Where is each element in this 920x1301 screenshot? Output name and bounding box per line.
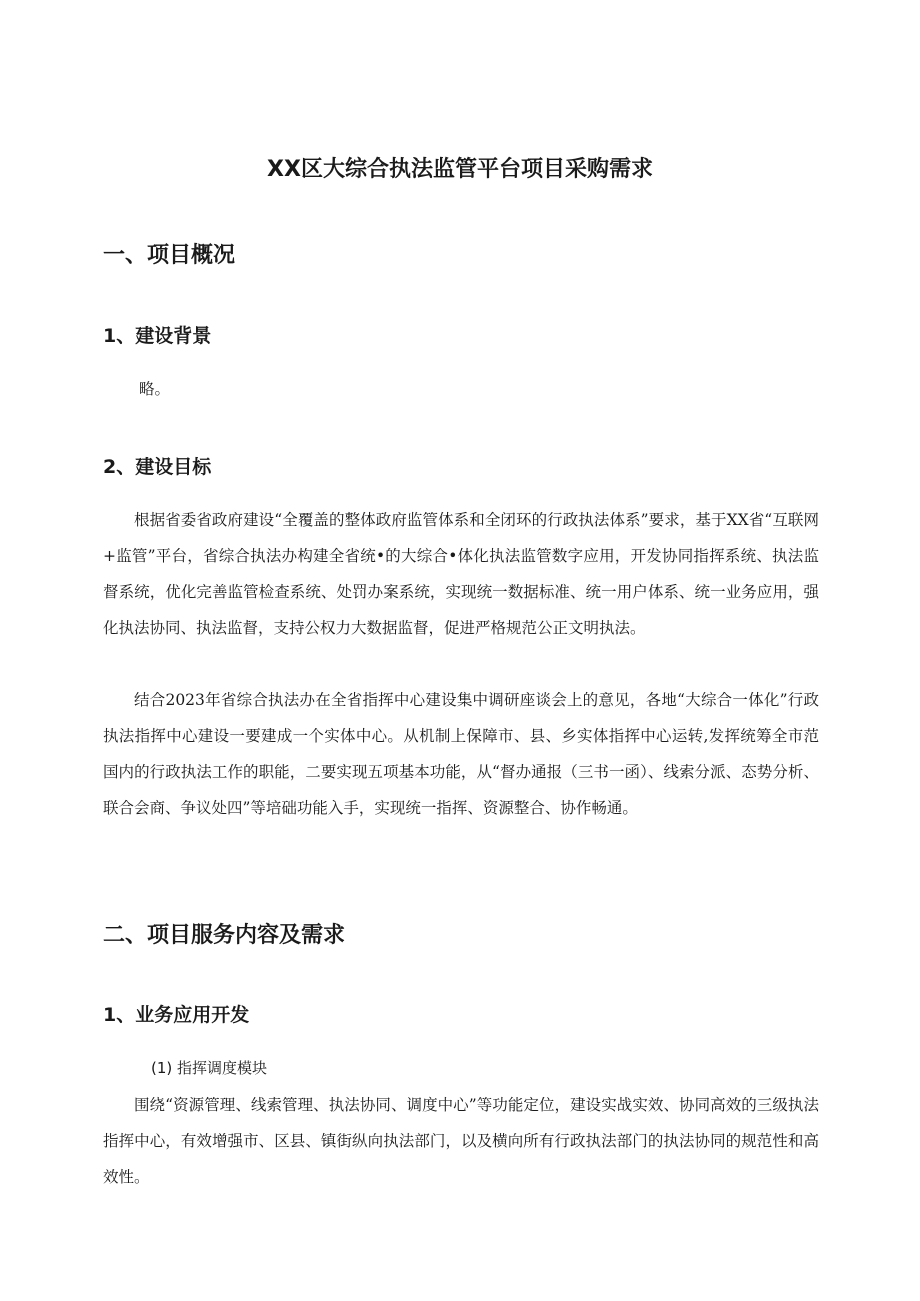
section-heading-overview: 一、项目概况 xyxy=(103,243,236,268)
subsection-heading-goals: 2、建设目标 xyxy=(103,456,212,478)
document-title: XX区大综合执法监管平台项目采购需求 xyxy=(267,157,653,182)
subsection-heading-background: 1、建设背景 xyxy=(103,325,212,347)
subsection-heading-app-dev: 1、业务应用开发 xyxy=(103,1004,250,1026)
section-heading-services: 二、项目服务内容及需求 xyxy=(103,923,346,948)
command-module-paragraph: 围绕“资源管理、线索管理、执法协同、调度中心”等功能定位，建设实战实效、协同高效的三级执法指挥中心，有效增强市、区县、镇街纵向执法部门，以及横向所有行政执法部门的执法协同的规范性和高效性。 xyxy=(103,1096,819,1186)
module-heading-command: (1) 指挥调度模块 xyxy=(151,1059,268,1077)
background-text: 略。 xyxy=(139,380,171,398)
goals-paragraph-2: 结合2023年省综合执法办在全省指挥中心建设集中调研座谈会上的意见，各地“大综合一体化”行政执法指挥中心建设一要建成一个实体中心。从机制上保障市、县、乡实体指挥中心运转,发挥统筹全市范国内的行政执法工作的职能，二要实现五项基本功能，从“督办通报（三书一函）、线索分派、态势分析、联合会商、争议处四”等培础功能入手，实现统一指挥、资源整合、协作畅通。 xyxy=(103,691,819,817)
goals-paragraph-1: 根据省委省政府建设“全覆盖的整体政府监管体系和全闭环的行政执法体系”要求，基于XX省“互联网+监管”平台，省综合执法办构建全省统•的大综合•体化执法监管数字应用，开发协同指挥系统、执法监督系统，优化完善监管检查系统、处罚办案系统，实现统一数据标准、统一用户体系、统一业务应用，强化执法协同、执法监督，支持公权力大数据监督，促进严格规范公正文明执法。 xyxy=(103,511,819,637)
